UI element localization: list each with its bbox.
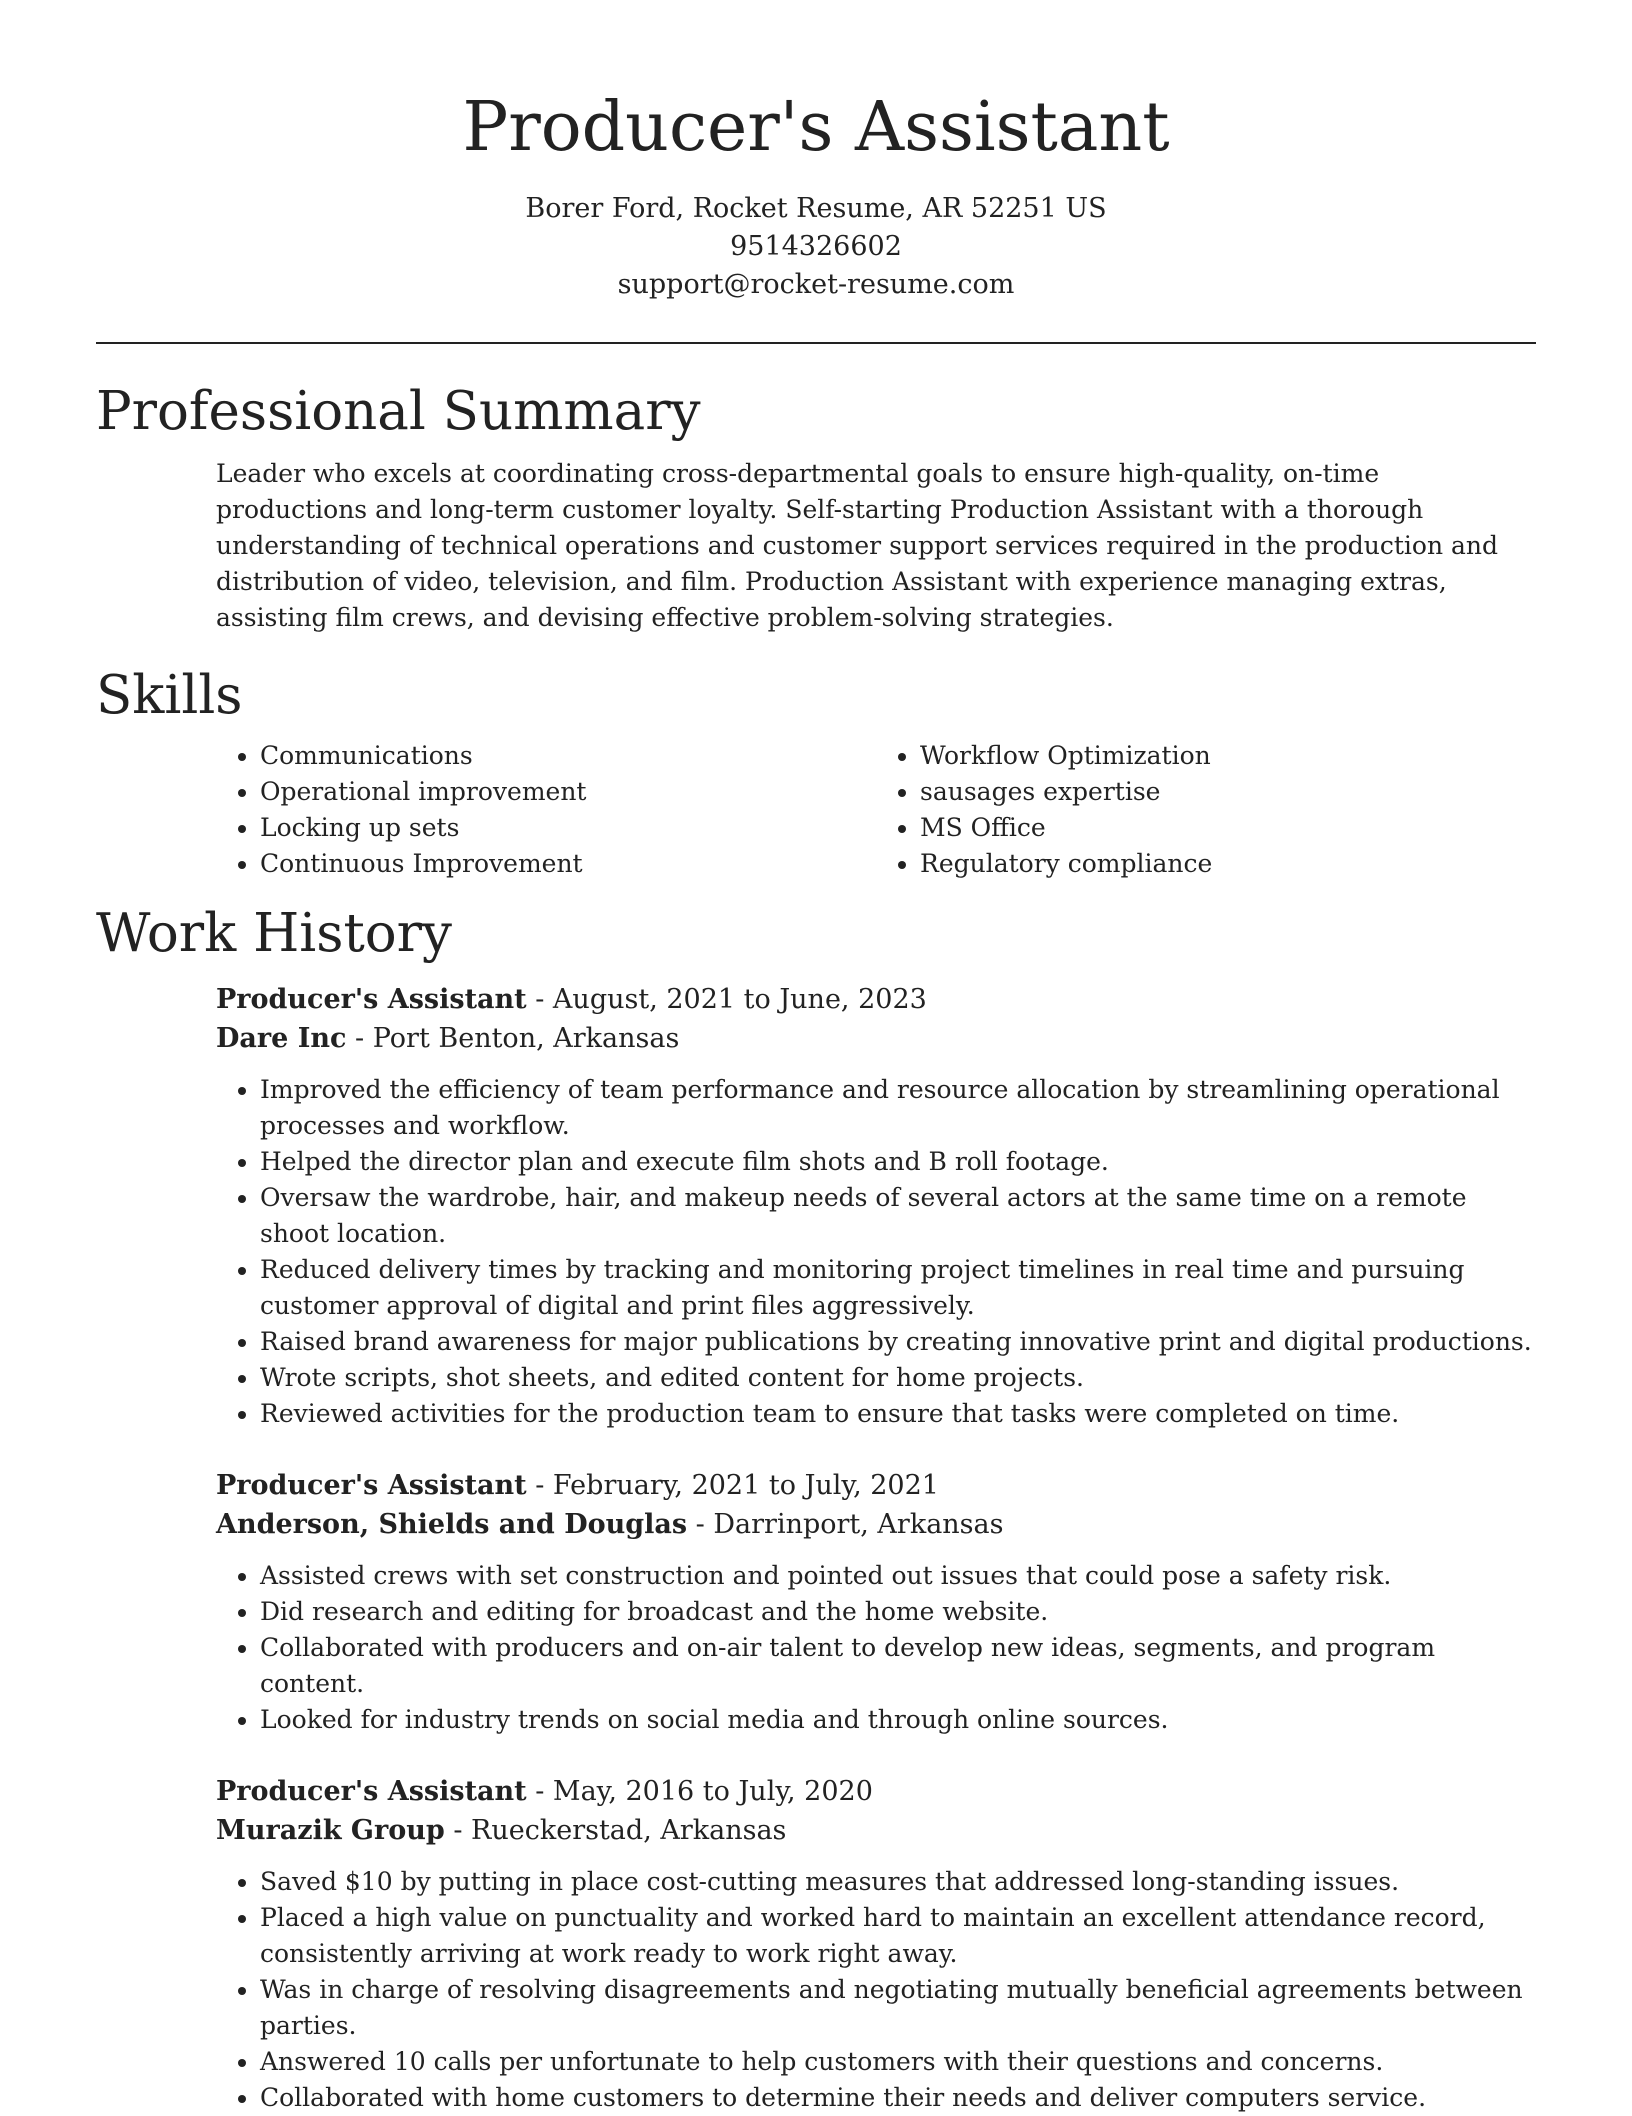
job-company-line bbox=[216, 1505, 1536, 1544]
job-bullet: • Raised brand awareness for major publications by creating innovative print and digital productions. bbox=[260, 1324, 1536, 1360]
job-entry bbox=[216, 1466, 1536, 1738]
job-bullet: • Looked for industry trends on social media and through online sources. bbox=[260, 1702, 1536, 1738]
skills-list bbox=[216, 738, 1536, 882]
resume-name: Producer's Assistant bbox=[462, 88, 1170, 167]
job-company: Dare Inc bbox=[216, 1023, 347, 1054]
job-bullet: • Oversaw the wardrobe, hair, and makeup needs of several actors at the same time on a remote shoot location. bbox=[260, 1180, 1536, 1252]
job-bullet: • Improved the efficiency of team performance and resource allocation by streamlining operational processes and workflow. bbox=[260, 1072, 1536, 1144]
job-title: Producer's Assistant bbox=[216, 984, 527, 1015]
job-bullet: • Did research and editing for broadcast and the home website. bbox=[260, 1594, 1536, 1630]
job-company: Anderson, Shields and Douglas bbox=[216, 1509, 688, 1540]
job-company-line bbox=[216, 1811, 1536, 1850]
job-dates: - May, 2016 to July, 2020 bbox=[526, 1776, 873, 1807]
skill-item: • sausages expertise bbox=[920, 774, 1536, 810]
work-history-heading: Work History bbox=[96, 903, 452, 964]
header-divider bbox=[96, 342, 1536, 344]
job-bullet: • Reduced delivery times by tracking and monitoring project timelines in real time and pursuing customer approval of digital and print files aggressively. bbox=[260, 1252, 1536, 1324]
job-location: - Rueckerstad, Arkansas bbox=[444, 1815, 787, 1846]
job-bullet: • Was in charge of resolving disagreements and negotiating mutually beneficial agreements between parties. bbox=[260, 1972, 1536, 2044]
job-bullet: • Placed a high value on punctuality and worked hard to maintain an excellent attendance record, consistently arriving at work ready to work right away. bbox=[260, 1900, 1536, 1972]
job-entry bbox=[216, 1772, 1536, 2116]
skill-item: • Locking up sets bbox=[260, 810, 876, 846]
job-title-line bbox=[216, 1466, 1536, 1505]
job-entry bbox=[216, 980, 1536, 1432]
job-bullet: • Assisted crews with set construction and pointed out issues that could pose a safety risk. bbox=[260, 1558, 1536, 1594]
job-title: Producer's Assistant bbox=[216, 1470, 527, 1501]
skill-item: • Operational improvement bbox=[260, 774, 876, 810]
skill-item: • MS Office bbox=[920, 810, 1536, 846]
job-location: - Port Benton, Arkansas bbox=[346, 1023, 680, 1054]
job-bullets bbox=[216, 1558, 1536, 1738]
job-bullets bbox=[216, 1072, 1536, 1432]
job-location: - Darrinport, Arkansas bbox=[687, 1509, 1004, 1540]
skill-item: • Workflow Optimization bbox=[920, 738, 1536, 774]
job-bullet: • Answered 10 calls per unfortunate to help customers with their questions and concerns. bbox=[260, 2044, 1536, 2080]
job-title: Producer's Assistant bbox=[216, 1776, 527, 1807]
contact-email: support@rocket-resume.com bbox=[617, 269, 1015, 300]
contact-address: Borer Ford, Rocket Resume, AR 52251 US bbox=[525, 193, 1107, 224]
contact-block bbox=[96, 190, 1536, 304]
skill-item: • Continuous Improvement bbox=[260, 846, 876, 882]
job-company-line bbox=[216, 1019, 1536, 1058]
job-bullet: • Collaborated with home customers to determine their needs and deliver computers service. bbox=[260, 2080, 1536, 2116]
job-title-line bbox=[216, 1772, 1536, 1811]
skill-item: • Communications bbox=[260, 738, 876, 774]
job-company: Murazik Group bbox=[216, 1815, 445, 1846]
job-bullet: • Reviewed activities for the production team to ensure that tasks were completed on time. bbox=[260, 1396, 1536, 1432]
summary-heading: Professional Summary bbox=[96, 381, 701, 442]
contact-phone: 9514326602 bbox=[730, 231, 902, 262]
skill-item: • Regulatory compliance bbox=[920, 846, 1536, 882]
summary-text: Leader who excels at coordinating cross-departmental goals to ensure high-quality, on-time productions and long-term customer loyalty. Self-starting Production Assistant with a thorough understanding of technical operations and customer support services required in the production and distribution of video, television, and film. Production Assistant with experience managing extras, assisting film crews, and devising effective problem-solving strategies. bbox=[216, 459, 1499, 632]
job-bullets bbox=[216, 1864, 1536, 2116]
skills-column-right bbox=[876, 738, 1536, 882]
job-bullet: • Helped the director plan and execute film shots and B roll footage. bbox=[260, 1144, 1536, 1180]
job-bullet: • Saved $10 by putting in place cost-cutting measures that addressed long-standing issues. bbox=[260, 1864, 1536, 1900]
job-dates: - February, 2021 to July, 2021 bbox=[526, 1470, 939, 1501]
skills-column-left bbox=[216, 738, 876, 882]
job-bullet: • Collaborated with producers and on-air talent to develop new ideas, segments, and program content. bbox=[260, 1630, 1536, 1702]
skills-heading: Skills bbox=[96, 665, 243, 726]
job-title-line bbox=[216, 980, 1536, 1019]
job-dates: - August, 2021 to June, 2023 bbox=[526, 984, 927, 1015]
job-bullet: • Wrote scripts, shot sheets, and edited content for home projects. bbox=[260, 1360, 1536, 1396]
